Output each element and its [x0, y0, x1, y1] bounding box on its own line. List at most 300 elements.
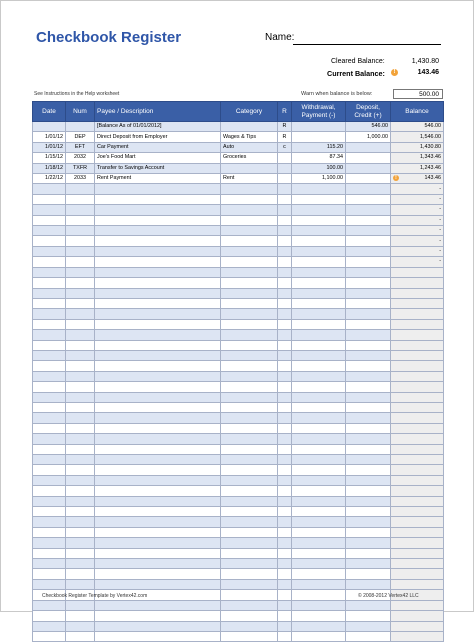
cell-payee[interactable]	[95, 392, 221, 402]
cell-withdrawal[interactable]	[292, 330, 346, 340]
table-row[interactable]	[33, 257, 444, 267]
table-row[interactable]	[33, 194, 444, 204]
cell-num[interactable]	[66, 527, 95, 537]
cell-num[interactable]	[66, 340, 95, 350]
cell-date[interactable]	[33, 621, 66, 631]
cell-deposit[interactable]	[346, 309, 391, 319]
cell-category[interactable]	[221, 621, 278, 631]
cell-payee[interactable]	[95, 340, 221, 350]
cell-reconciled[interactable]	[278, 319, 292, 329]
cell-category[interactable]	[221, 486, 278, 496]
cell-reconciled[interactable]	[278, 569, 292, 579]
cell-deposit[interactable]: 546.00	[346, 122, 391, 132]
cell-deposit[interactable]	[346, 621, 391, 631]
cell-payee[interactable]	[95, 236, 221, 246]
cell-num[interactable]	[66, 330, 95, 340]
cell-date[interactable]	[33, 267, 66, 277]
cell-deposit[interactable]	[346, 382, 391, 392]
cell-date[interactable]	[33, 330, 66, 340]
cell-payee[interactable]: Direct Deposit from Employer	[95, 132, 221, 142]
cell-deposit[interactable]	[346, 559, 391, 569]
cell-num[interactable]	[66, 465, 95, 475]
cell-category[interactable]	[221, 579, 278, 589]
cell-deposit[interactable]	[346, 236, 391, 246]
cell-withdrawal[interactable]	[292, 350, 346, 360]
cell-reconciled[interactable]	[278, 444, 292, 454]
cell-category[interactable]	[221, 330, 278, 340]
cell-deposit[interactable]	[346, 278, 391, 288]
cell-date[interactable]	[33, 434, 66, 444]
cell-category[interactable]: Rent	[221, 174, 278, 184]
cell-date[interactable]: 1/15/12	[33, 153, 66, 163]
cell-category[interactable]	[221, 392, 278, 402]
cell-category[interactable]	[221, 350, 278, 360]
cell-reconciled[interactable]	[278, 330, 292, 340]
cell-date[interactable]	[33, 184, 66, 194]
cell-payee[interactable]	[95, 361, 221, 371]
cell-date[interactable]	[33, 236, 66, 246]
cell-num[interactable]	[66, 444, 95, 454]
cell-num[interactable]	[66, 559, 95, 569]
table-row[interactable]	[33, 267, 444, 277]
table-row[interactable]	[33, 236, 444, 246]
cell-payee[interactable]	[95, 205, 221, 215]
table-row[interactable]	[33, 517, 444, 527]
table-row[interactable]	[33, 559, 444, 569]
cell-category[interactable]	[221, 340, 278, 350]
cell-category[interactable]	[221, 465, 278, 475]
table-row[interactable]	[33, 527, 444, 537]
cell-num[interactable]	[66, 496, 95, 506]
cell-category[interactable]	[221, 434, 278, 444]
cell-num[interactable]	[66, 600, 95, 610]
table-row[interactable]	[33, 309, 444, 319]
cell-withdrawal[interactable]	[292, 486, 346, 496]
table-row[interactable]	[33, 507, 444, 517]
cell-category[interactable]	[221, 163, 278, 173]
cell-date[interactable]	[33, 423, 66, 433]
table-row[interactable]	[33, 319, 444, 329]
cell-reconciled[interactable]	[278, 309, 292, 319]
cell-num[interactable]	[66, 402, 95, 412]
cell-reconciled[interactable]	[278, 340, 292, 350]
cell-payee[interactable]	[95, 631, 221, 641]
cell-withdrawal[interactable]	[292, 444, 346, 454]
cell-deposit[interactable]	[346, 413, 391, 423]
cell-date[interactable]	[33, 194, 66, 204]
cell-reconciled[interactable]	[278, 423, 292, 433]
cell-reconciled[interactable]	[278, 371, 292, 381]
cell-date[interactable]	[33, 350, 66, 360]
cell-category[interactable]	[221, 257, 278, 267]
cell-deposit[interactable]	[346, 569, 391, 579]
table-row[interactable]	[33, 184, 444, 194]
cell-num[interactable]	[66, 486, 95, 496]
cell-reconciled[interactable]	[278, 402, 292, 412]
cell-payee[interactable]: Rent Payment	[95, 174, 221, 184]
cell-withdrawal[interactable]: 1,100.00	[292, 174, 346, 184]
cell-payee[interactable]	[95, 330, 221, 340]
cell-reconciled[interactable]	[278, 579, 292, 589]
table-row[interactable]	[33, 278, 444, 288]
table-row[interactable]	[33, 579, 444, 589]
cell-category[interactable]	[221, 288, 278, 298]
cell-payee[interactable]	[95, 382, 221, 392]
cell-deposit[interactable]	[346, 226, 391, 236]
cell-reconciled[interactable]	[278, 184, 292, 194]
table-row[interactable]	[33, 444, 444, 454]
table-row[interactable]	[33, 475, 444, 485]
cell-deposit[interactable]	[346, 496, 391, 506]
cell-category[interactable]	[221, 205, 278, 215]
cell-withdrawal[interactable]	[292, 288, 346, 298]
cell-category[interactable]	[221, 600, 278, 610]
cell-deposit[interactable]	[346, 205, 391, 215]
cell-deposit[interactable]	[346, 465, 391, 475]
cell-payee[interactable]	[95, 559, 221, 569]
table-row[interactable]	[33, 330, 444, 340]
cell-category[interactable]	[221, 548, 278, 558]
cell-payee[interactable]	[95, 496, 221, 506]
cell-date[interactable]	[33, 496, 66, 506]
cell-deposit[interactable]	[346, 631, 391, 641]
cell-withdrawal[interactable]	[292, 257, 346, 267]
cell-withdrawal[interactable]	[292, 278, 346, 288]
table-row[interactable]	[33, 392, 444, 402]
cell-date[interactable]: 1/01/12	[33, 142, 66, 152]
table-row[interactable]	[33, 402, 444, 412]
cell-date[interactable]	[33, 559, 66, 569]
cell-reconciled[interactable]: R	[278, 132, 292, 142]
cell-deposit[interactable]	[346, 548, 391, 558]
cell-date[interactable]	[33, 215, 66, 225]
cell-category[interactable]	[221, 423, 278, 433]
cell-reconciled[interactable]	[278, 527, 292, 537]
cell-reconciled[interactable]	[278, 590, 292, 600]
cell-payee[interactable]	[95, 184, 221, 194]
cell-deposit[interactable]	[346, 257, 391, 267]
cell-withdrawal[interactable]	[292, 579, 346, 589]
cell-category[interactable]	[221, 309, 278, 319]
cell-date[interactable]: 1/18/12	[33, 163, 66, 173]
cell-deposit[interactable]	[346, 423, 391, 433]
cell-category[interactable]	[221, 631, 278, 641]
cell-reconciled[interactable]	[278, 236, 292, 246]
cell-date[interactable]	[33, 371, 66, 381]
cell-reconciled[interactable]	[278, 194, 292, 204]
table-row[interactable]	[33, 163, 444, 173]
cell-deposit[interactable]	[346, 444, 391, 454]
cell-category[interactable]	[221, 538, 278, 548]
cell-num[interactable]: EFT	[66, 142, 95, 152]
cell-category[interactable]	[221, 413, 278, 423]
cell-deposit[interactable]	[346, 507, 391, 517]
cell-date[interactable]	[33, 246, 66, 256]
cell-num[interactable]	[66, 621, 95, 631]
cell-reconciled[interactable]	[278, 631, 292, 641]
cell-deposit[interactable]	[346, 319, 391, 329]
cell-num[interactable]	[66, 361, 95, 371]
cell-date[interactable]	[33, 122, 66, 132]
cell-date[interactable]	[33, 465, 66, 475]
cell-payee[interactable]	[95, 538, 221, 548]
cell-payee[interactable]	[95, 267, 221, 277]
cell-reconciled[interactable]	[278, 538, 292, 548]
cell-category[interactable]	[221, 246, 278, 256]
cell-withdrawal[interactable]	[292, 226, 346, 236]
cell-deposit[interactable]	[346, 611, 391, 621]
cell-num[interactable]	[66, 392, 95, 402]
cell-date[interactable]	[33, 361, 66, 371]
cell-deposit[interactable]	[346, 579, 391, 589]
cell-reconciled[interactable]	[278, 621, 292, 631]
cell-reconciled[interactable]: R	[278, 122, 292, 132]
cell-num[interactable]	[66, 278, 95, 288]
cell-reconciled[interactable]	[278, 455, 292, 465]
cell-date[interactable]	[33, 455, 66, 465]
cell-reconciled[interactable]	[278, 361, 292, 371]
cell-deposit[interactable]	[346, 142, 391, 152]
cell-date[interactable]	[33, 569, 66, 579]
cell-payee[interactable]	[95, 600, 221, 610]
cell-category[interactable]	[221, 559, 278, 569]
cell-num[interactable]	[66, 215, 95, 225]
cell-num[interactable]	[66, 434, 95, 444]
cell-date[interactable]	[33, 402, 66, 412]
cell-payee[interactable]: Joe's Food Mart	[95, 153, 221, 163]
cell-withdrawal[interactable]	[292, 423, 346, 433]
cell-deposit[interactable]	[346, 538, 391, 548]
cell-withdrawal[interactable]	[292, 496, 346, 506]
cell-category[interactable]	[221, 402, 278, 412]
cell-payee[interactable]: Transfer to Savings Account	[95, 163, 221, 173]
cell-date[interactable]	[33, 205, 66, 215]
cell-deposit[interactable]	[346, 163, 391, 173]
table-row[interactable]	[33, 611, 444, 621]
cell-withdrawal[interactable]	[292, 319, 346, 329]
cell-deposit[interactable]	[346, 153, 391, 163]
cell-payee[interactable]: [Balance As of 01/01/2012]	[95, 122, 221, 132]
cell-deposit[interactable]	[346, 517, 391, 527]
cell-date[interactable]: 1/01/12	[33, 132, 66, 142]
cell-withdrawal[interactable]	[292, 382, 346, 392]
cell-payee[interactable]	[95, 194, 221, 204]
cell-payee[interactable]	[95, 298, 221, 308]
cell-payee[interactable]	[95, 319, 221, 329]
table-row[interactable]	[33, 423, 444, 433]
cell-num[interactable]	[66, 309, 95, 319]
cell-deposit[interactable]	[346, 361, 391, 371]
cell-withdrawal[interactable]	[292, 392, 346, 402]
table-row[interactable]	[33, 174, 444, 184]
cell-payee[interactable]	[95, 413, 221, 423]
cell-category[interactable]	[221, 371, 278, 381]
cell-deposit[interactable]	[346, 350, 391, 360]
cell-reconciled[interactable]	[278, 507, 292, 517]
table-row[interactable]	[33, 340, 444, 350]
cell-category[interactable]: Wages & Tips	[221, 132, 278, 142]
cell-payee[interactable]: Car Payment	[95, 142, 221, 152]
cell-payee[interactable]	[95, 475, 221, 485]
cell-deposit[interactable]	[346, 340, 391, 350]
cell-withdrawal[interactable]	[292, 413, 346, 423]
cell-category[interactable]	[221, 184, 278, 194]
table-row[interactable]	[33, 382, 444, 392]
cell-deposit[interactable]	[346, 402, 391, 412]
cell-date[interactable]	[33, 527, 66, 537]
cell-date[interactable]: 1/22/12	[33, 174, 66, 184]
table-row[interactable]	[33, 132, 444, 142]
cell-num[interactable]: TXFR	[66, 163, 95, 173]
cell-deposit[interactable]	[346, 434, 391, 444]
cell-num[interactable]	[66, 288, 95, 298]
cell-category[interactable]	[221, 319, 278, 329]
cell-withdrawal[interactable]	[292, 475, 346, 485]
cell-category[interactable]	[221, 298, 278, 308]
cell-reconciled[interactable]	[278, 257, 292, 267]
cell-num[interactable]	[66, 382, 95, 392]
table-row[interactable]	[33, 246, 444, 256]
cell-reconciled[interactable]	[278, 486, 292, 496]
cell-num[interactable]: DEP	[66, 132, 95, 142]
cell-category[interactable]	[221, 236, 278, 246]
cell-reconciled[interactable]	[278, 267, 292, 277]
cell-date[interactable]	[33, 538, 66, 548]
cell-reconciled[interactable]	[278, 298, 292, 308]
cell-reconciled[interactable]	[278, 350, 292, 360]
table-row[interactable]	[33, 226, 444, 236]
cell-num[interactable]	[66, 205, 95, 215]
table-row[interactable]	[33, 288, 444, 298]
warn-threshold-input[interactable]: 500.00	[393, 89, 443, 99]
cell-reconciled[interactable]	[278, 153, 292, 163]
cell-withdrawal[interactable]	[292, 517, 346, 527]
cell-category[interactable]	[221, 361, 278, 371]
cell-deposit[interactable]	[346, 475, 391, 485]
cell-reconciled[interactable]	[278, 559, 292, 569]
cell-reconciled[interactable]	[278, 382, 292, 392]
cell-reconciled[interactable]: c	[278, 142, 292, 152]
cell-num[interactable]	[66, 246, 95, 256]
cell-category[interactable]	[221, 226, 278, 236]
cell-date[interactable]	[33, 548, 66, 558]
cell-date[interactable]	[33, 600, 66, 610]
cell-date[interactable]	[33, 579, 66, 589]
cell-reconciled[interactable]	[278, 465, 292, 475]
cell-withdrawal[interactable]: 115.20	[292, 142, 346, 152]
cell-withdrawal[interactable]	[292, 205, 346, 215]
cell-withdrawal[interactable]	[292, 590, 346, 600]
cell-withdrawal[interactable]	[292, 122, 346, 132]
cell-reconciled[interactable]	[278, 475, 292, 485]
cell-num[interactable]	[66, 267, 95, 277]
cell-category[interactable]	[221, 215, 278, 225]
cell-withdrawal[interactable]	[292, 267, 346, 277]
cell-withdrawal[interactable]: 100.00	[292, 163, 346, 173]
cell-reconciled[interactable]	[278, 548, 292, 558]
cell-deposit[interactable]	[346, 371, 391, 381]
cell-category[interactable]	[221, 455, 278, 465]
cell-reconciled[interactable]	[278, 413, 292, 423]
cell-payee[interactable]	[95, 215, 221, 225]
cell-num[interactable]	[66, 611, 95, 621]
cell-num[interactable]	[66, 194, 95, 204]
cell-withdrawal[interactable]	[292, 569, 346, 579]
cell-date[interactable]	[33, 340, 66, 350]
cell-num[interactable]: 2033	[66, 174, 95, 184]
cell-deposit[interactable]: 1,000.00	[346, 132, 391, 142]
cell-num[interactable]	[66, 226, 95, 236]
cell-category[interactable]	[221, 278, 278, 288]
cell-deposit[interactable]	[346, 267, 391, 277]
cell-date[interactable]	[33, 288, 66, 298]
cell-category[interactable]	[221, 517, 278, 527]
cell-payee[interactable]	[95, 257, 221, 267]
cell-category[interactable]	[221, 527, 278, 537]
cell-deposit[interactable]	[346, 174, 391, 184]
cell-payee[interactable]	[95, 350, 221, 360]
cell-num[interactable]: 2032	[66, 153, 95, 163]
table-row[interactable]	[33, 371, 444, 381]
cell-reconciled[interactable]	[278, 205, 292, 215]
cell-payee[interactable]	[95, 579, 221, 589]
cell-num[interactable]	[66, 371, 95, 381]
cell-payee[interactable]	[95, 507, 221, 517]
cell-category[interactable]	[221, 444, 278, 454]
cell-date[interactable]	[33, 309, 66, 319]
cell-date[interactable]	[33, 475, 66, 485]
cell-date[interactable]	[33, 226, 66, 236]
cell-num[interactable]	[66, 507, 95, 517]
cell-reconciled[interactable]	[278, 517, 292, 527]
cell-date[interactable]	[33, 611, 66, 621]
cell-category[interactable]	[221, 475, 278, 485]
cell-num[interactable]	[66, 413, 95, 423]
cell-date[interactable]	[33, 278, 66, 288]
cell-num[interactable]	[66, 423, 95, 433]
cell-deposit[interactable]	[346, 330, 391, 340]
cell-num[interactable]	[66, 455, 95, 465]
cell-category[interactable]	[221, 590, 278, 600]
cell-date[interactable]	[33, 413, 66, 423]
cell-deposit[interactable]	[346, 486, 391, 496]
table-row[interactable]	[33, 350, 444, 360]
cell-date[interactable]	[33, 382, 66, 392]
cell-reconciled[interactable]	[278, 600, 292, 610]
cell-deposit[interactable]	[346, 298, 391, 308]
table-row[interactable]	[33, 548, 444, 558]
cell-payee[interactable]	[95, 527, 221, 537]
cell-deposit[interactable]	[346, 184, 391, 194]
table-row[interactable]	[33, 361, 444, 371]
cell-withdrawal[interactable]	[292, 246, 346, 256]
cell-reconciled[interactable]	[278, 434, 292, 444]
cell-reconciled[interactable]	[278, 288, 292, 298]
cell-withdrawal[interactable]	[292, 340, 346, 350]
cell-payee[interactable]	[95, 434, 221, 444]
table-row[interactable]	[33, 142, 444, 152]
table-row[interactable]	[33, 631, 444, 641]
cell-withdrawal[interactable]: 87.34	[292, 153, 346, 163]
cell-num[interactable]	[66, 184, 95, 194]
cell-category[interactable]	[221, 267, 278, 277]
cell-withdrawal[interactable]	[292, 559, 346, 569]
cell-withdrawal[interactable]	[292, 465, 346, 475]
cell-payee[interactable]	[95, 548, 221, 558]
cell-num[interactable]	[66, 631, 95, 641]
cell-withdrawal[interactable]	[292, 402, 346, 412]
cell-num[interactable]	[66, 257, 95, 267]
